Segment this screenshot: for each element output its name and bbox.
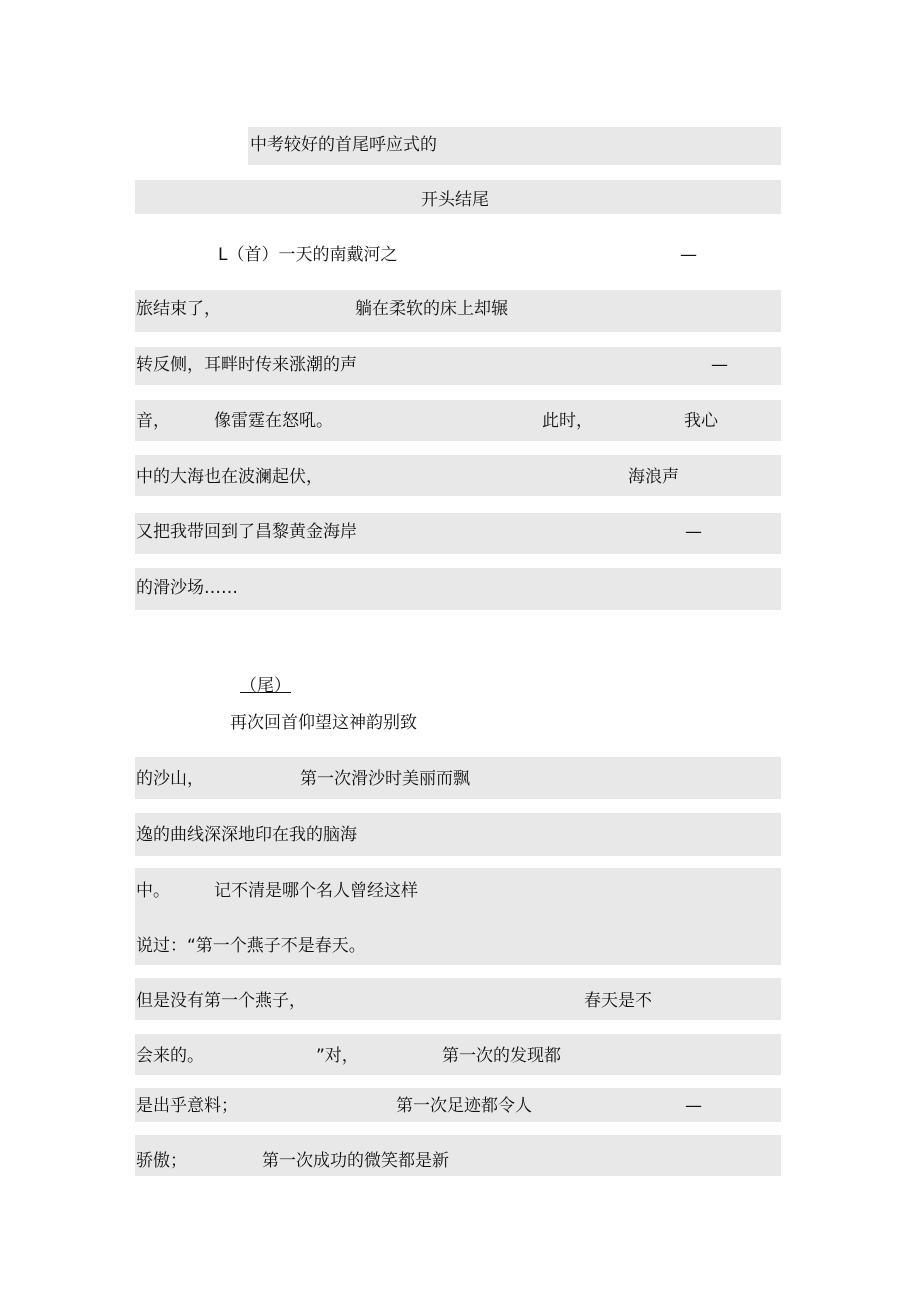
text-line: 中。 <box>136 881 170 901</box>
title-line-1: 中考较好的首尾呼应式的 <box>250 135 437 155</box>
dash: — <box>685 522 702 542</box>
text-line: 春天是不 <box>584 991 652 1011</box>
text-line: 记不清是哪个名人曾经这样 <box>214 881 418 901</box>
text-line: 但是没有第一个燕子， <box>136 991 306 1011</box>
dash: — <box>685 1096 702 1116</box>
tail-marker: （尾） <box>240 676 291 696</box>
text-line: 旅结束了， <box>136 299 221 319</box>
text-line: 像雷霆在怒吼。 <box>214 411 333 431</box>
band <box>135 1135 781 1176</box>
text-line: 此时， <box>542 411 593 431</box>
text-line: 会来的。 <box>136 1046 204 1066</box>
text-line: 骄傲； <box>136 1151 187 1171</box>
title-line-2: 开头结尾 <box>421 190 489 210</box>
head-marker: L（首）一天的南戴河之 <box>218 245 398 265</box>
text-line: 是出乎意料； <box>136 1096 238 1116</box>
text-line: 海浪声 <box>628 467 679 487</box>
text-line: 第一次足迹都令人 <box>396 1096 532 1116</box>
text-line: 的沙山， <box>136 769 204 789</box>
text-line: 逸的曲线深深地印在我的脑海 <box>136 825 357 845</box>
text-line: 我心 <box>684 411 718 431</box>
text-line: 的滑沙场…… <box>136 578 238 598</box>
text-line: 第一次的发现都 <box>442 1046 561 1066</box>
text-line: 说过：“第一个燕子不是春天。 <box>136 936 366 956</box>
text-line: 又把我带回到了昌黎黄金海岸 <box>136 522 357 542</box>
text-line: 再次回首仰望这神韵别致 <box>230 713 417 733</box>
text-line: 第一次滑沙时美丽而飘 <box>300 769 470 789</box>
text-line: 躺在柔软的床上却辗 <box>355 299 508 319</box>
text-line: 第一次成功的微笑都是新 <box>262 1151 449 1171</box>
dash: — <box>711 355 728 375</box>
text-line: 音， <box>136 411 170 431</box>
text-line: ”对， <box>316 1046 359 1066</box>
dash: — <box>680 245 697 265</box>
text-line: 中的大海也在波澜起伏， <box>136 467 323 487</box>
text-line: 转反侧，耳畔时传来涨潮的声 <box>136 355 357 375</box>
